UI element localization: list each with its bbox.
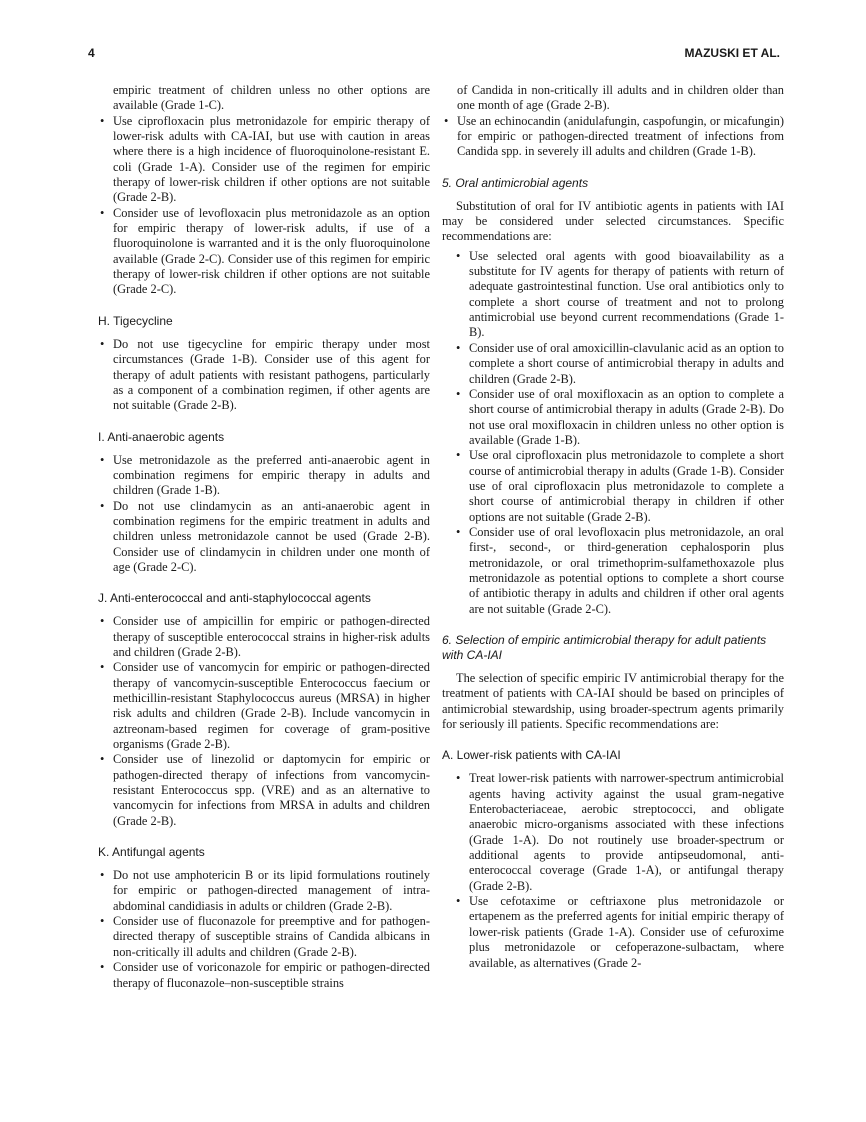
list-item: • Consider use of voriconazole for empiric or pathogen-directed therapy of fluconazole–non-susceptible strains	[98, 960, 430, 991]
continued-bullet-text: empiric treatment of children unless no other options are available (Grade 1-C).	[113, 83, 430, 113]
running-header	[88, 46, 780, 66]
list-item: • Treat lower-risk patients with narrower-spectrum antimicrobial agents having activity against the usual gram-negative Enterobacteriaceae, aerobic streptococci, and obligate anaerobic micro-organisms associated with these infections (Grade 1-A). Do not routinely use broader-spectrum or additional agents to provide antipseudomonal, anti-enterococcal coverage (Grade 1-A), or antifungal therapy (Grade 2-B).	[442, 771, 784, 894]
section-intro-paragraph: The selection of specific empiric IV antimicrobial therapy for the treatment of patients with CA-IAI should be based on principles of antimicrobial stewardship, using broader-spectrum agents primarily for seriously ill patients. Specific recommendations are:	[442, 671, 784, 732]
list-item: • Use selected oral agents with good bioavailability as a substitute for IV agents for therapy of patients with return of adequate gastrointestinal function. Use oral antibiotics only to complete a short course of treatment and not to prolong antimicrobial use beyond current recommendations (Grade 1-B).	[442, 249, 784, 341]
section-heading-antifungal: K. Antifungal agents	[98, 845, 205, 860]
list-item: • Consider use of levofloxacin plus metronidazole as an option for empiric therapy of lower-risk adults, if use of a fluoroquinolone is warranted and it is the only fluoroquinolone available (Grade 2-C). Consider use of this regimen for empiric therapy of lower-risk children if other options are not suitable (Grade 2-C).	[98, 206, 430, 298]
list-item: • Use oral ciprofloxacin plus metronidazole to complete a short course of antimicrobial therapy in adults (Grade 1-B). Consider use of oral ciprofloxacin plus metronidazole to complete a short course of antimicrobial therapy in children if other options are not suitable (Grade 2-B).	[442, 448, 784, 525]
section-heading-anti-anaerobic: I. Anti-anaerobic agents	[98, 429, 225, 444]
section-heading-oral-agents: 5. Oral antimicrobial agents	[442, 175, 589, 190]
page-number: 4	[88, 46, 95, 60]
continued-bullet-text: of Candida in non-critically ill adults and in children older than one month of age (Grade 2-B).	[457, 83, 784, 113]
list-item: • Use metronidazole as the preferred anti-anaerobic agent in combination regimens for empiric therapy in adults and children (Grade 1-B).	[98, 453, 430, 499]
list-item: • Do not use amphotericin B or its lipid formulations routinely for empiric or pathogen-directed management of intra-abdominal candidiasis in adults or children (Grade 2-B).	[98, 868, 430, 914]
antifungal-bullets	[98, 868, 430, 991]
list-item: • Do not use tigecycline for empiric therapy under most circumstances (Grade 1-B). Consider use of this agent for therapy of adult patients with resistant pathogens, particularly as a component of a combination regimen, if other agents are not suitable (Grade 2-B).	[98, 337, 430, 414]
list-item: • Consider use of ampicillin for empiric or pathogen-directed therapy of susceptible enterococcal strains in higher-risk adults and children (Grade 2-B).	[98, 614, 430, 660]
section-heading-tigecycline: H. Tigecycline	[98, 313, 173, 328]
section-heading-lower-risk: A. Lower-risk patients with CA-IAI	[442, 748, 621, 763]
list-item: • Consider use of fluconazole for preemptive and for pathogen-directed therapy of susceptible strains of Candida albicans in non-critically ill adults and children (Grade 2-B).	[98, 914, 430, 960]
list-item: • Use ciprofloxacin plus metronidazole for empiric therapy of lower-risk adults with CA-IAI, but use with caution in areas where there is a high incidence of fluoroquinolone-resistant E. coli (Grade 1-A). Consider use of the regimen for empiric therapy of lower-risk children if other options are not suitable (Grade 2-B).	[98, 114, 430, 206]
echinocandin-bullets	[442, 114, 784, 160]
tigecycline-bullets	[98, 337, 430, 414]
oral-agents-bullets	[442, 249, 784, 617]
section-heading-empiric-selection: 6. Selection of empiric antimicrobial therapy for adult patients with CA-IAI	[442, 633, 767, 662]
right-column	[442, 83, 784, 971]
left-column	[98, 83, 430, 991]
list-item: • Consider use of oral levofloxacin plus metronidazole, an oral first-, second-, or third-generation cephalosporin plus metronidazole, or oral trimethoprim-sulfamethoxazole plus metronidazole as potential options to complete a short course of antibiotic therapy in adults and children if other oral agents are not suitable (Grade 2-C).	[442, 525, 784, 617]
section-heading-anti-enterococcal: J. Anti-enterococcal and anti-staphylococcal agents	[98, 591, 371, 606]
list-item: • Consider use of linezolid or daptomycin for empiric or pathogen-directed therapy of infections from vancomycin-resistant Enterococcus spp. (VRE) and as an alternative to vancomycin for infections from MRSA in adults and children (Grade 2-B).	[98, 752, 430, 829]
anti-anaerobic-bullets	[98, 453, 430, 576]
list-item: • Use cefotaxime or ceftriaxone plus metronidazole or ertapenem as the preferred agents for initial empiric therapy of lower-risk patients (Grade 1-A). Consider use of cefuroxime plus metronidazole or cefoperazone-sulbactam, where available, as alternatives (Grade 2-	[442, 894, 784, 971]
list-item: • Use an echinocandin (anidulafungin, caspofungin, or micafungin) for empiric or pathogen-directed treatment of infections from Candida spp. in severely ill adults and children (Grade 1-B).	[442, 114, 784, 160]
list-item: • Consider use of oral moxifloxacin as an option to complete a short course of antimicrobial therapy in adults (Grade 2-B). Do not use oral moxifloxacin in children unless no other option is available (Grade 1-B).	[442, 387, 784, 448]
section-intro-paragraph: Substitution of oral for IV antibiotic agents in patients with IAI may be considered under selected circumstances. Specific recommendations are:	[442, 198, 784, 244]
running-head-authors: MAZUSKI ET AL.	[684, 46, 780, 60]
list-item: • Consider use of oral amoxicillin-clavulanic acid as an option to complete a short course of antimicrobial therapy in adults and children (Grade 2-B).	[442, 341, 784, 387]
list-item: • Consider use of vancomycin for empiric or pathogen-directed therapy of vancomycin-susceptible Enterococcus faecium or methicillin-resistant Staphylococcus aureus (MRSA) in higher risk adults and children (Grade 2-B). Include vancomycin in aztreonam-based regimen for coverage of gram-positive organisms (Grade 2-B).	[98, 660, 430, 752]
lower-risk-bullets	[442, 771, 784, 970]
fluoroquinolone-bullets	[98, 114, 430, 298]
anti-enterococcal-bullets	[98, 614, 430, 829]
list-item: • Do not use clindamycin as an anti-anaerobic agent in combination regimens for the empiric treatment in adults and children unless metronidazole cannot be used (Grade 2-B). Consider use of clindamycin in children under one month of age (Grade 2-C).	[98, 499, 430, 576]
